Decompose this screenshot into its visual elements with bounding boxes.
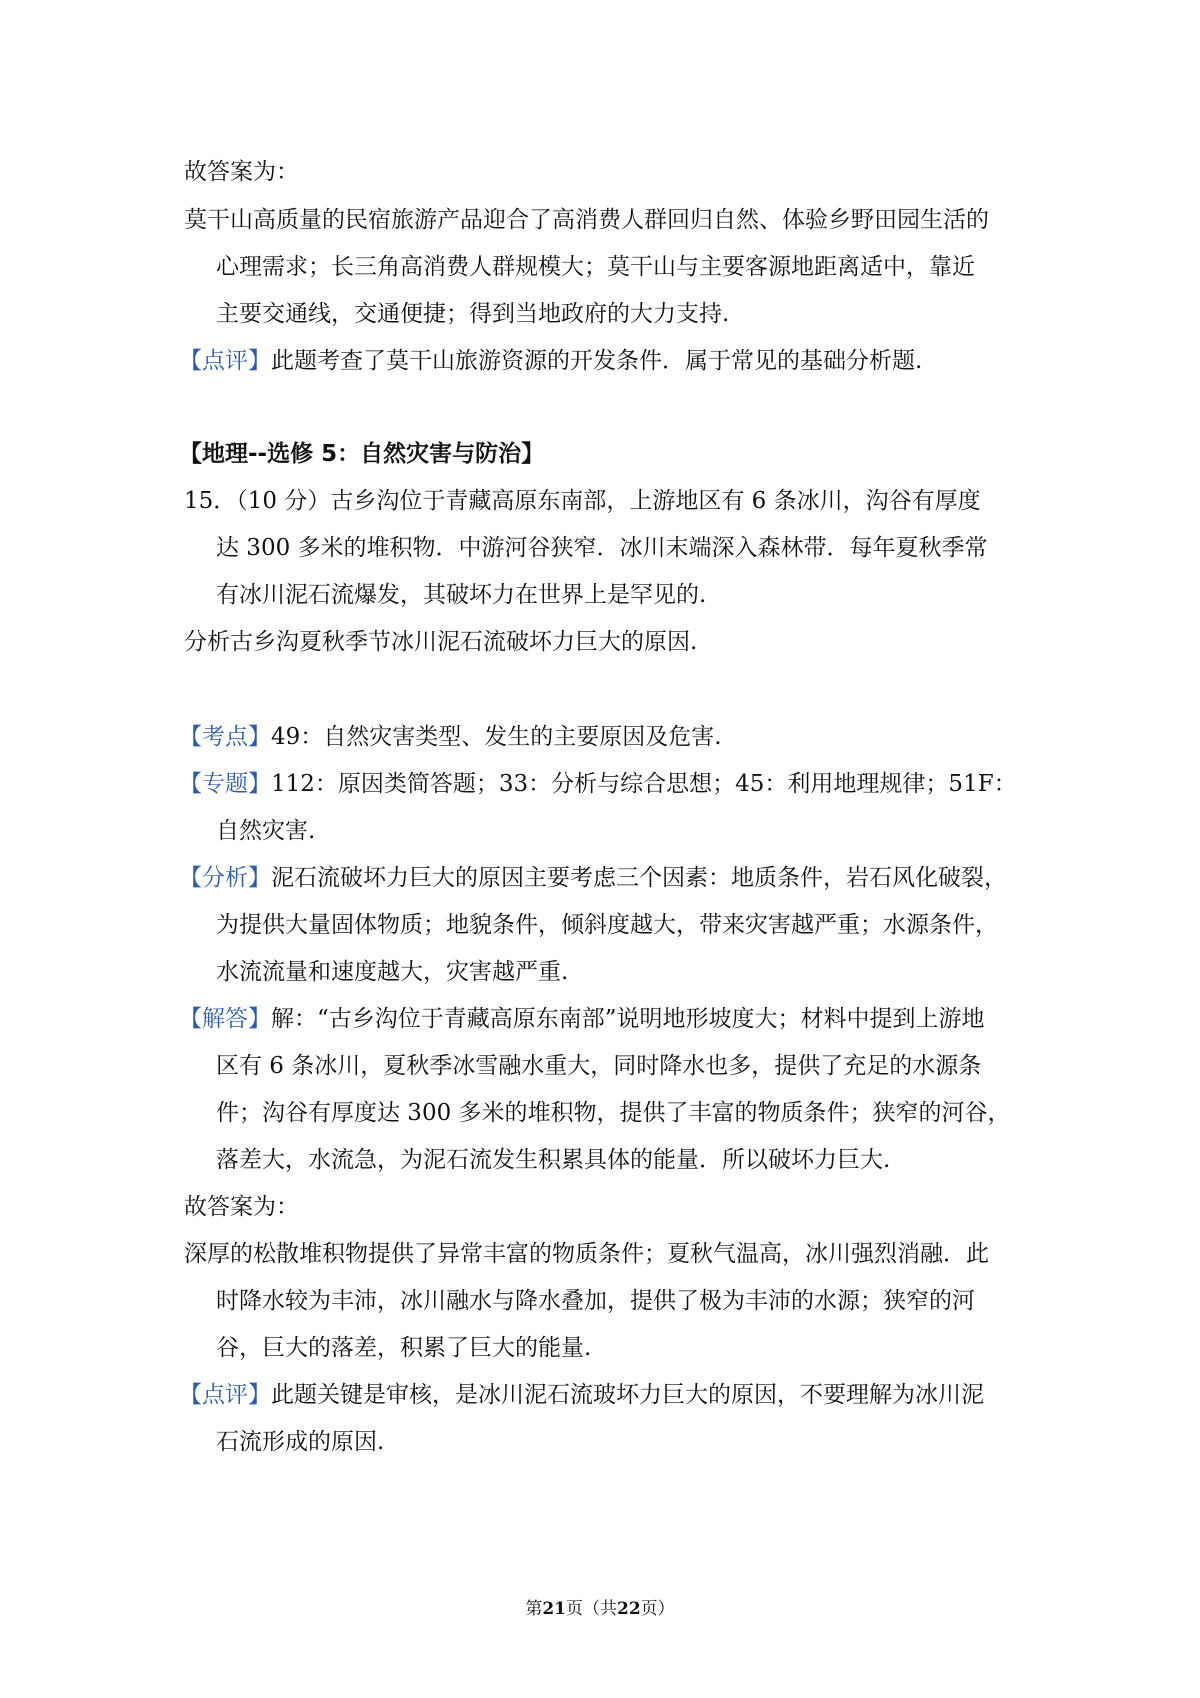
page-footer [0, 1594, 1200, 1624]
jieda-line: 区有 6 条冰川，夏秋季冰雪融水重大，同时降水也多，提供了充足的水源条 [216, 1053, 982, 1079]
zhuanti-line: 自然灾害. [216, 818, 316, 844]
footer-suffix: 页） [640, 1599, 675, 1619]
review-tag: 【点评】 [179, 1382, 271, 1408]
answer-line: 谷，巨大的落差，积累了巨大的能量. [216, 1335, 592, 1361]
answer-line: 时降水较为丰沛，冰川融水与降水叠加，提供了极为丰沛的水源；狭窄的河 [216, 1288, 975, 1314]
jieda-text: 解：“古乡沟位于青藏高原东南部”说明地形坡度大；材料中提到上游地 [271, 1006, 985, 1032]
kaodian-text: 49：自然灾害类型、发生的主要原因及危害. [271, 724, 722, 750]
fenxi-paragraph [0, 854, 1200, 902]
question-line: 15．（10 分）古乡沟位于青藏高原东南部，上游地区有 6 条冰川，沟谷有厚度 [184, 488, 981, 514]
section-heading: 【地理--选修 5：自然灾害与防治】 [179, 441, 545, 467]
zhuanti-paragraph [0, 760, 1200, 808]
review-paragraph [0, 1371, 1200, 1419]
question-line: 达 300 多米的堆积物．中游河谷狭窄．冰川末端深入森林带．每年夏秋季常 [216, 535, 988, 561]
kaodian-paragraph [0, 713, 1200, 761]
jieda-paragraph [0, 995, 1200, 1043]
review-text: 此题考查了莫干山旅游资源的开发条件．属于常见的基础分析题. [271, 348, 923, 374]
answer-line: 深厚的松散堆积物提供了异常丰富的物质条件；夏秋气温高，冰川强烈消融．此 [184, 1241, 989, 1267]
footer-prefix: 第 [525, 1599, 543, 1619]
review-text: 此题关键是审核，是冰川泥石流玻坏力巨大的原因，不要理解为冰川泥 [271, 1382, 984, 1408]
footer-total-pages: 22 [617, 1599, 641, 1619]
answer-line: 心理需求；长三角高消费人群规模大；莫干山与主要客源地距离适中，靠近 [216, 254, 975, 280]
fenxi-line: 为提供大量固体物质；地貌条件，倾斜度越大，带来灾害越严重；水源条件， [216, 912, 998, 938]
footer-middle: 页（共 [566, 1599, 617, 1619]
answer-line: 莫干山高质量的民宿旅游产品迎合了高消费人群回归自然、体验乡野田园生活的 [184, 207, 989, 233]
fenxi-line: 水流流量和速度越大，灾害越严重. [216, 959, 569, 985]
zhuanti-text: 112：原因类简答题；33：分析与综合思想；45：利用地理规律；51F： [271, 771, 1017, 797]
question-line: 有冰川泥石流爆发，其破坏力在世界上是罕见的. [216, 582, 707, 608]
jieda-line: 件；沟谷有厚度达 300 多米的堆积物，提供了丰富的物质条件；狭窄的河谷， [216, 1100, 1011, 1126]
zhuanti-tag: 【专题】 [179, 771, 271, 797]
jieda-tag: 【解答】 [179, 1006, 271, 1032]
review-tag: 【点评】 [179, 348, 271, 374]
fenxi-tag: 【分析】 [179, 865, 271, 891]
jieda-line: 落差大，水流急，为泥石流发生积累具体的能量．所以破坏力巨大. [216, 1147, 891, 1173]
kaodian-tag: 【考点】 [179, 724, 271, 750]
review-line: 石流形成的原因. [216, 1429, 385, 1455]
answer-label: 故答案为： [184, 159, 299, 185]
review-paragraph [0, 337, 1200, 385]
answer-line: 主要交通线，交通便捷；得到当地政府的大力支持. [216, 301, 730, 327]
fenxi-text: 泥石流破坏力巨大的原因主要考虑三个因素：地质条件，岩石风化破裂， [271, 865, 1007, 891]
footer-page-number: 21 [542, 1599, 566, 1619]
question-prompt: 分析古乡沟夏秋季节冰川泥石流破坏力巨大的原因. [184, 629, 698, 655]
answer-label: 故答案为： [184, 1194, 299, 1220]
